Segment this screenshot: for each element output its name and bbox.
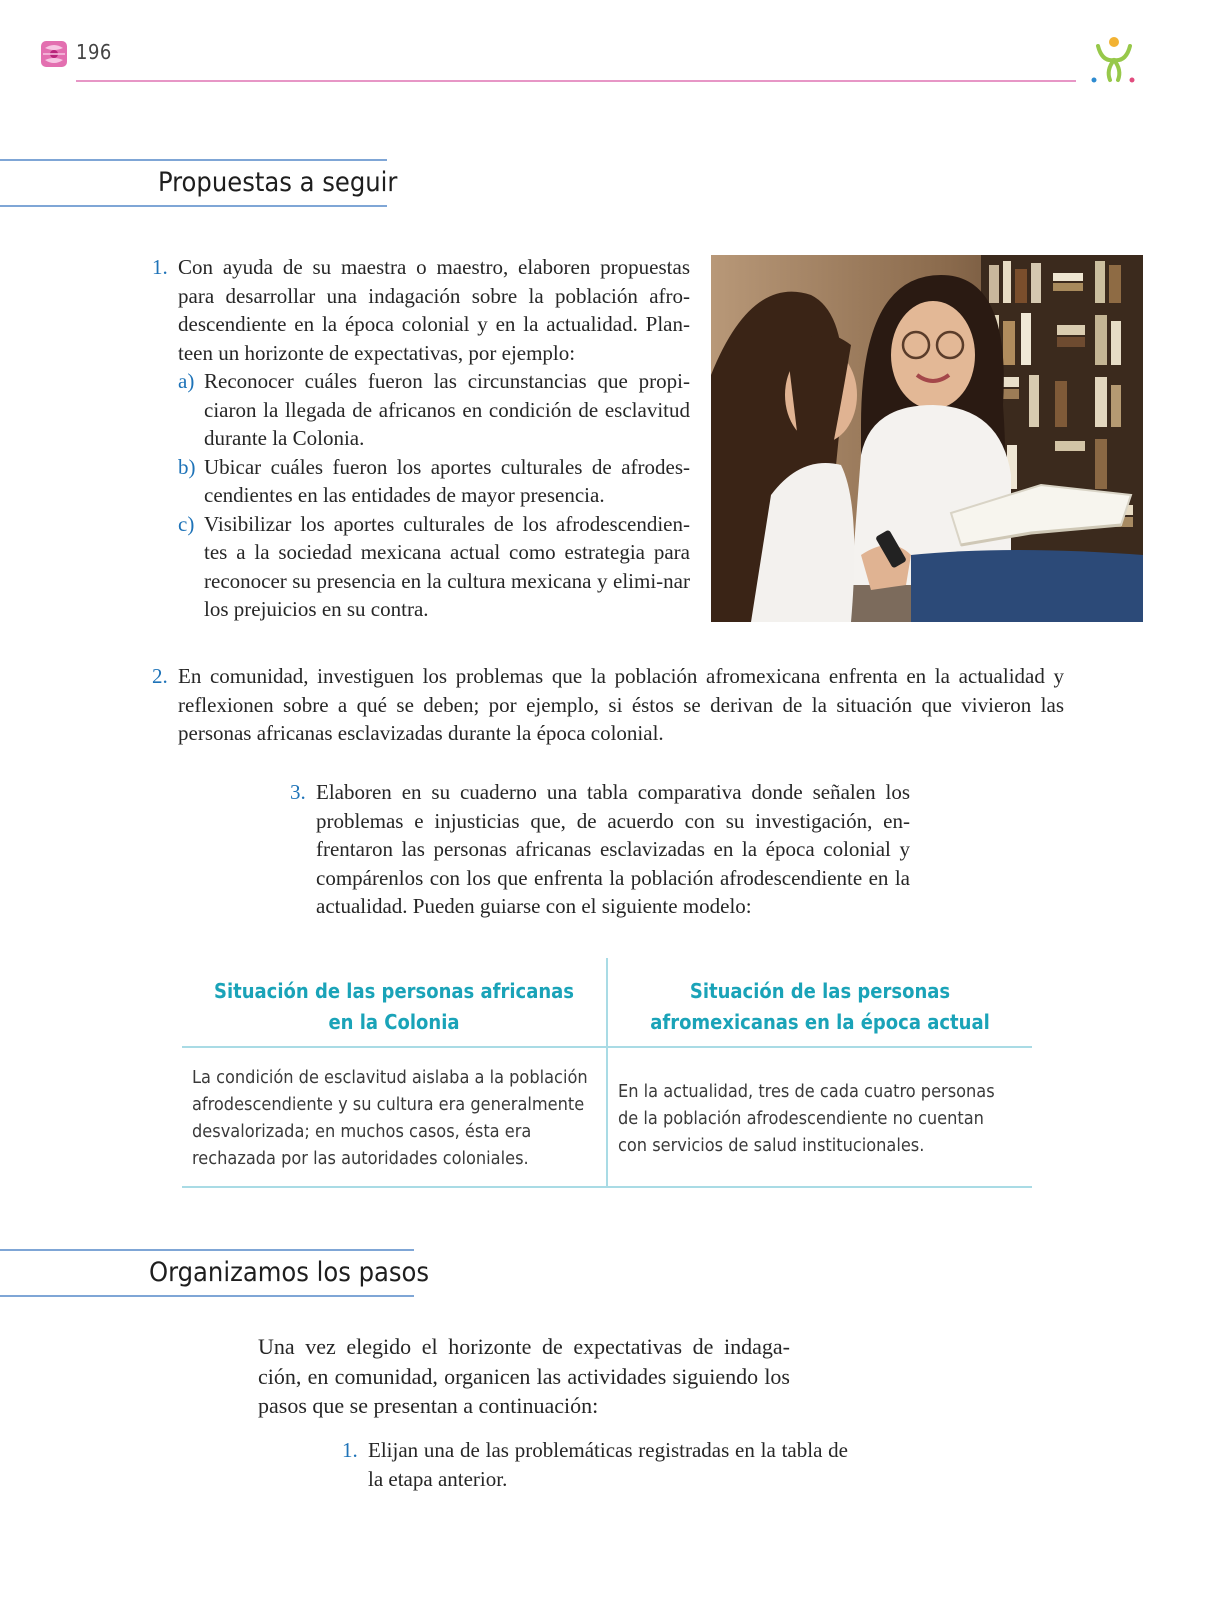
photo-reading xyxy=(711,255,1143,622)
section-rule-bottom xyxy=(0,1295,414,1297)
item-text: Elijan una de las problemáticas registradas en la tabla de la etapa anterior. xyxy=(368,1438,848,1491)
step-item-1 xyxy=(342,1436,848,1493)
table-header: Situación de las personas africanas en la Colonia xyxy=(214,979,574,1034)
sub-label: a) xyxy=(178,369,195,393)
sub-label: b) xyxy=(178,454,196,479)
table-header-rule xyxy=(182,1046,1032,1048)
section-rule-top xyxy=(0,1249,414,1251)
header-divider xyxy=(76,80,1076,82)
item-text: Elaboren en su cuaderno una tabla comparativa donde señalen los problemas e injusticias que, de acuerdo con su investigación, en-frentaron las personas africanas esclavizadas en la época colonial y compárenlos con los que enfrenta la población afrodescendiente en la actualidad. Pueden guiarse con el siguiente modelo: xyxy=(316,780,910,918)
list-number: 1. xyxy=(342,1438,358,1462)
sub-item-a xyxy=(178,367,690,453)
list-item-3 xyxy=(290,778,910,921)
list-number: 1. xyxy=(152,255,168,279)
sub-item-c xyxy=(178,510,690,624)
item-text: Con ayuda de su maestra o maestro, elaboren propuestas para desarrollar una indagación sobre la población afro-descendiente en la época colonial y en la actualidad. Plan-teen un horizonte de expectativas, por ejemplo: xyxy=(178,255,690,365)
sub-text: Reconocer cuáles fueron las circunstancias que propi-ciaron la llegada de africanos en condición de esclavitud durante la Colonia. xyxy=(204,369,690,450)
page-number: 196 xyxy=(76,40,112,64)
table-header: Situación de las personas afromexicanas en la época actual xyxy=(650,979,990,1034)
table-cell: La condición de esclavitud aislaba a la población afrodescendiente y su cultura era generalmente desvalorizada; en muchos casos, ésta era rechazada por las autoridades coloniales. xyxy=(192,1067,588,1169)
table-column-divider xyxy=(606,958,608,1186)
section-title: Propuestas a seguir xyxy=(158,167,398,198)
table-bottom-rule xyxy=(182,1186,1032,1188)
ornament-icon xyxy=(40,40,68,68)
sub-text: Visibilizar los aportes culturales de los afrodescendien-tes a la sociedad mexicana actual como estrategia para reconocer su presencia en la cultura mexicana y elimi-nar los prejuicios en su contra. xyxy=(204,511,690,621)
section-title: Organizamos los pasos xyxy=(149,1257,430,1288)
figure-logo-icon xyxy=(1088,34,1138,86)
section-rule-top xyxy=(0,159,387,161)
sub-label: c) xyxy=(178,511,195,536)
list-number: 2. xyxy=(152,664,168,688)
item-text: En comunidad, investiguen los problemas que la población afromexicana enfrenta en la actualidad y reflexionen sobre a qué se deben; por ejemplo, si éstos se derivan de la situación que vivieron las personas africanas esclavizadas durante la época colonial. xyxy=(178,664,1064,745)
list-item-1 xyxy=(152,253,690,624)
intro-paragraph: Una vez elegido el horizonte de expectativas de indaga-ción, en comunidad, organicen las actividades siguiendo los pasos que se presentan a continuación: xyxy=(258,1334,790,1418)
sub-item-b xyxy=(178,453,690,510)
comparison-table xyxy=(182,958,1032,1192)
list-number: 3. xyxy=(290,780,306,804)
section-rule-bottom xyxy=(0,205,387,207)
list-item-2 xyxy=(152,662,1064,748)
sub-text: Ubicar cuáles fueron los aportes culturales de afrodes-cendientes en las entidades de mayor presencia. xyxy=(204,454,690,507)
table-cell: En la actualidad, tres de cada cuatro personas de la población afrodescendiente no cuentan con servicios de salud institucionales. xyxy=(618,1081,995,1156)
